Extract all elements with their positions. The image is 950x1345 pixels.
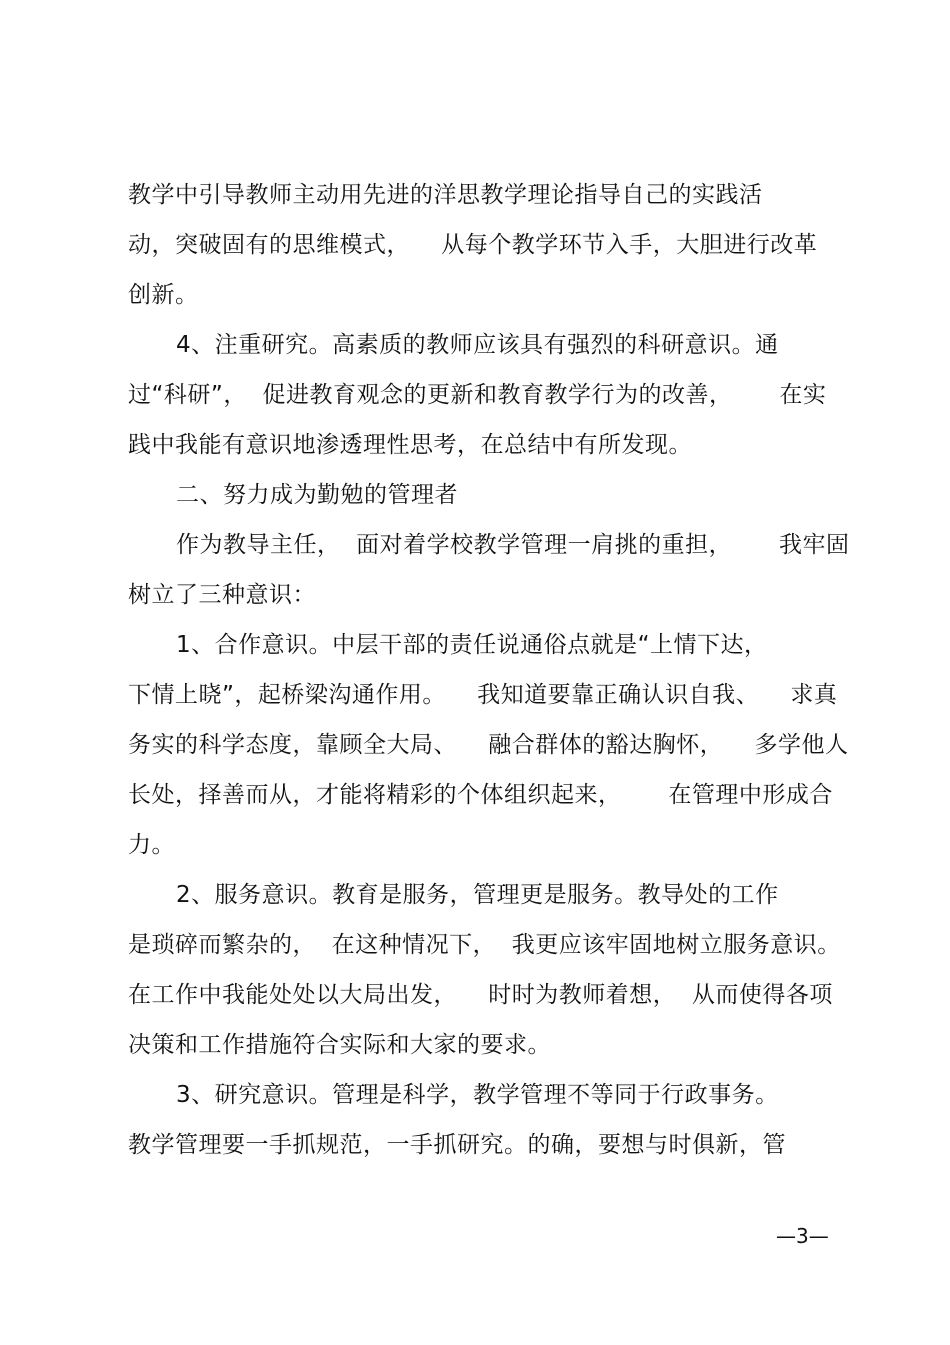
text-line: 3、研究意识。管理是科学，教学管理不等同于行政事务。 xyxy=(176,1082,779,1108)
text-line: 下情上晓”，起桥梁沟通作用。 我知道要靠正确认识自我、 求真 xyxy=(128,682,838,708)
text-line: 力。 xyxy=(128,832,175,858)
text-line: 在工作中我能处处以大局出发， 时时为教师着想， 从而使得各项 xyxy=(128,982,833,1008)
text-line: 动，突破固有的思维模式， 从每个教学环节入手，大胆进行改革 xyxy=(128,232,818,258)
text-line: 1、合作意识。中层干部的责任说通俗点就是“上情下达， xyxy=(176,632,768,658)
text-line: 作为教导主任， 面对着学校教学管理一肩挑的重担， 我牢固 xyxy=(176,532,850,558)
text-line: 教学管理要一手抓规范，一手抓研究。的确，要想与时俱新，管 xyxy=(128,1132,786,1158)
text-line: 务实的科学态度，靠顾全大局、 融合群体的豁达胸怀， 多学他人 xyxy=(128,732,849,758)
text-line: 践中我能有意识地渗透理性思考，在总结中有所发现。 xyxy=(128,432,692,458)
text-line: 教学中引导教师主动用先进的洋思教学理论指导自己的实践活 xyxy=(128,182,763,208)
text-line: 树立了三种意识： xyxy=(128,582,316,608)
text-line: 是琐碎而繁杂的， 在这种情况下， 我更应该牢固地树立服务意识。 xyxy=(128,932,841,958)
text-line: 2、服务意识。教育是服务，管理更是服务。教导处的工作 xyxy=(176,882,779,908)
text-line: 创新。 xyxy=(128,282,199,308)
text-line: 过“科研”， 促进教育观念的更新和教育教学行为的改善， 在实 xyxy=(128,382,827,408)
page-number: —3— xyxy=(776,1224,829,1248)
section-heading: 二、努力成为勤勉的管理者 xyxy=(176,482,458,508)
text-line: 长处，择善而从，才能将精彩的个体组织起来， 在管理中形成合 xyxy=(128,782,833,808)
text-line: 决策和工作措施符合实际和大家的要求。 xyxy=(128,1032,551,1058)
text-line: 4、注重研究。高素质的教师应该具有强烈的科研意识。通 xyxy=(176,332,779,358)
